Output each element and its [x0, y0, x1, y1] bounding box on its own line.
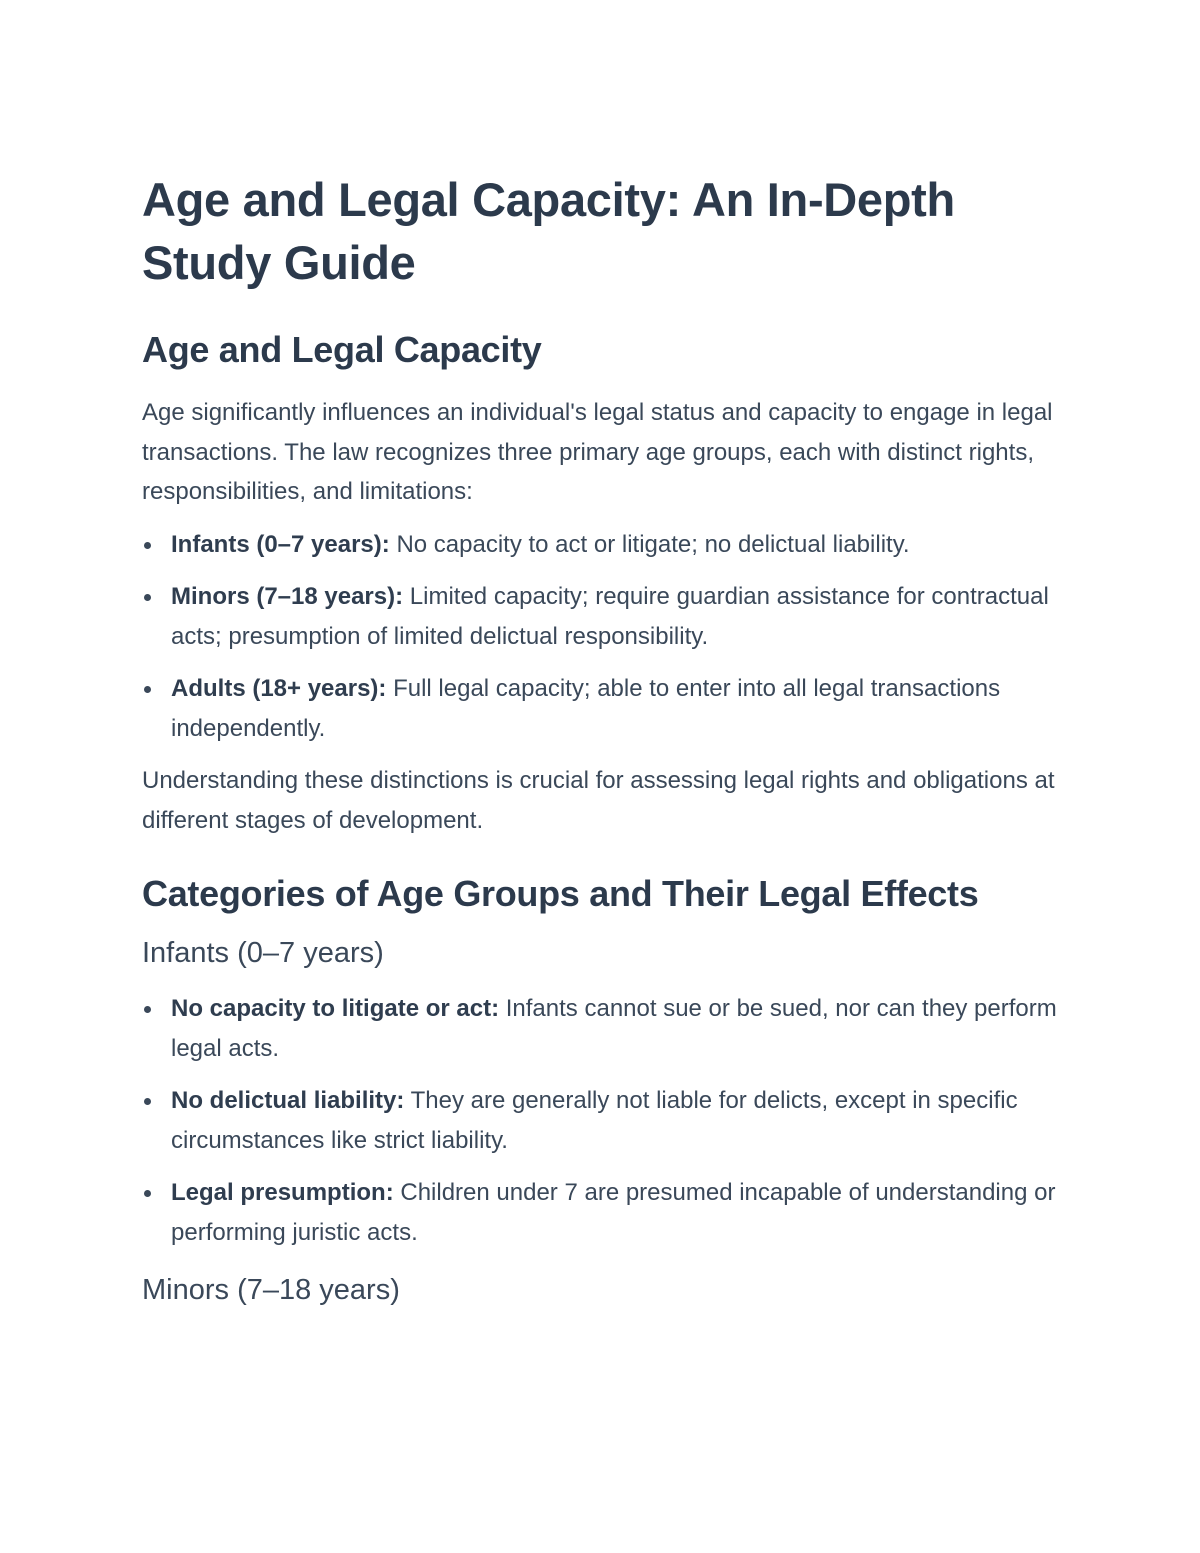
bullet-icon: [144, 1006, 151, 1013]
list-item-term: No capacity to litigate or act:: [171, 995, 500, 1022]
bullet-icon: [144, 542, 151, 549]
bullet-icon: [144, 686, 151, 693]
subheading-infants: Infants (0–7 years): [142, 937, 384, 969]
list-item: [142, 1173, 1062, 1252]
list-item-text: Children under 7 are presumed incapable of understanding or performing juristic acts.: [171, 1179, 1056, 1246]
list-item-term: Adults (18+ years):: [171, 675, 387, 702]
list-item-text: Full legal capacity; able to enter into all legal transactions independently.: [171, 675, 1001, 742]
list-item-term: Legal presumption:: [171, 1179, 394, 1206]
list-item: [142, 1081, 1062, 1160]
list-item-text: No capacity to act or litigate; no delictual liability.: [396, 530, 910, 558]
list-item-text: Infants cannot sue or be sued, nor can they perform legal acts.: [171, 995, 1057, 1062]
list-item-term: No delictual liability:: [171, 1087, 405, 1114]
list-item-text: They are generally not liable for delicts, except in specific circumstances like strict liability.: [171, 1087, 1018, 1154]
list-item: [142, 669, 1062, 748]
list-item: [142, 525, 1062, 565]
intro-paragraph: Age significantly influences an individual's legal status and capacity to engage in legal transactions. The law recognizes three primary age groups, each with distinct rights, responsibilities, and limitations:: [142, 399, 1053, 505]
section-heading-age-legal-capacity: Age and Legal Capacity: [142, 329, 542, 370]
subheading-minors: Minors (7–18 years): [142, 1274, 400, 1306]
bullet-icon: [144, 1098, 151, 1105]
list-item: [142, 989, 1062, 1068]
list-item-text: Limited capacity; require guardian assistance for contractual acts; presumption of limited delictual responsibility.: [171, 583, 1049, 650]
document-title: Age and Legal Capacity: An In-Depth Study Guide: [142, 173, 955, 289]
list-item-term: Infants (0–7 years):: [171, 530, 390, 558]
list-item: [142, 577, 1062, 656]
outro-paragraph: Understanding these distinctions is crucial for assessing legal rights and obligations at different stages of development.: [142, 767, 1055, 834]
infants-list: [142, 989, 1062, 1252]
age-groups-list: [142, 525, 1062, 749]
bullet-icon: [144, 1190, 151, 1197]
bullet-icon: [144, 594, 151, 601]
document-page: [142, 168, 1062, 1307]
list-item-term: Minors (7–18 years):: [171, 583, 404, 610]
section-heading-categories: Categories of Age Groups and Their Legal Effects: [142, 873, 979, 914]
